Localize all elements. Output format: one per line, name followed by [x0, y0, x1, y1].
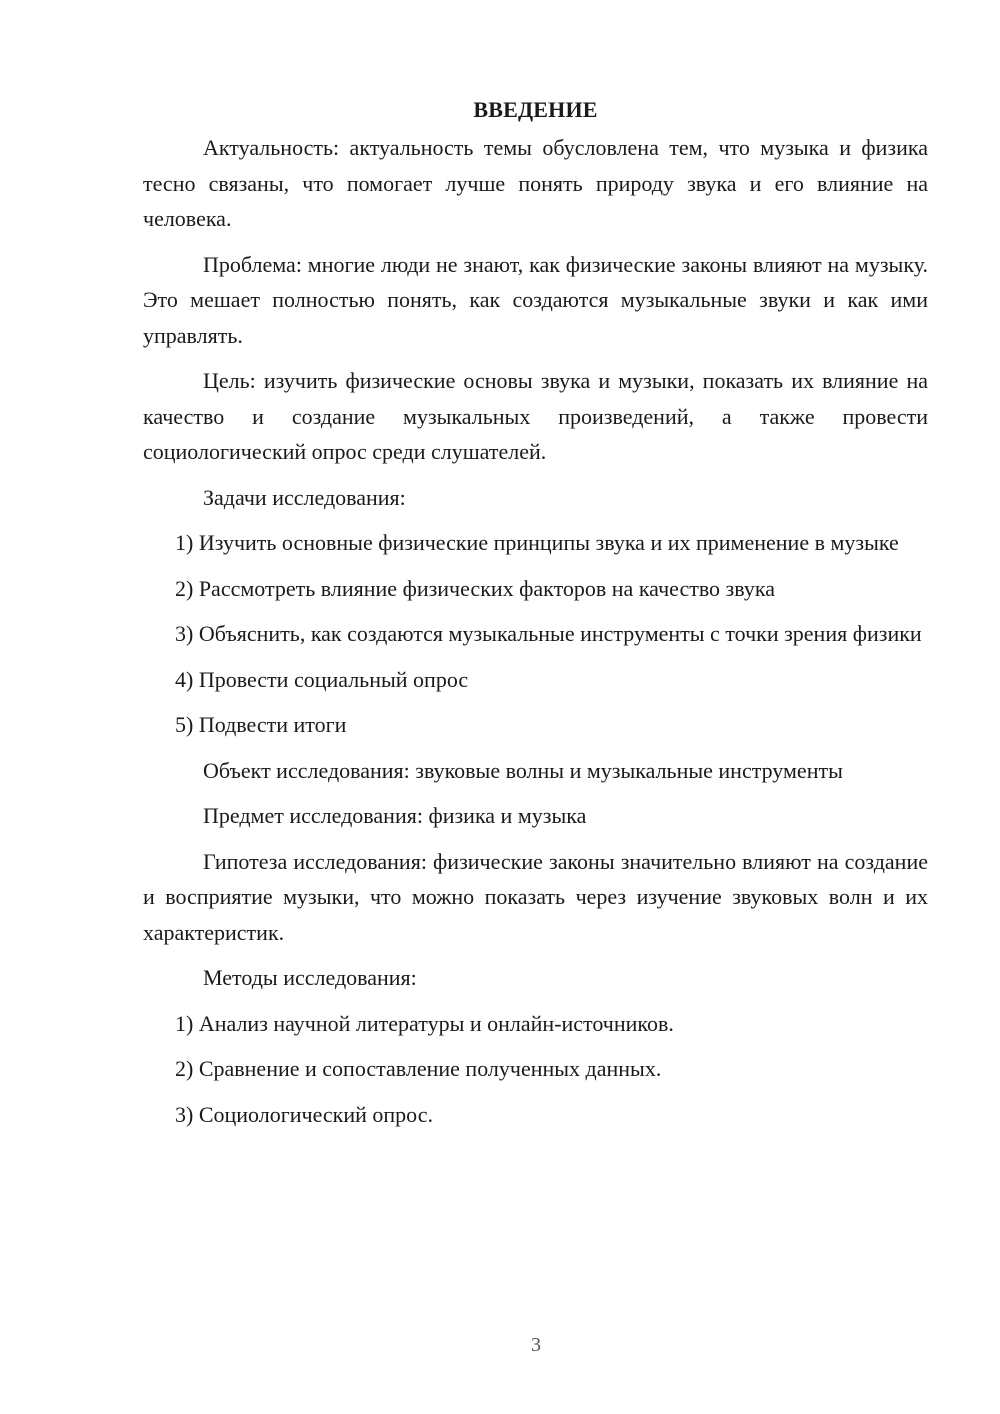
- task-item-5: 5) Подвести итоги: [175, 712, 347, 737]
- tasks-heading: Задачи исследования:: [203, 484, 406, 510]
- method-item-3: 3) Социологический опрос.: [175, 1101, 433, 1127]
- hypothesis-paragraph: Гипотеза исследования: физические законы значительно влияют на создание и восприятие музыки, что можно показать через изучение звуковых волн и их характеристик.: [143, 848, 928, 945]
- goal-paragraph: Цель: изучить физические основы звука и музыки, показать их влияние на качество и создание музыкальных произведений, а также провести социологический опрос среди слушателей.: [143, 368, 928, 464]
- problem-paragraph: Проблема: многие люди не знают, как физические законы влияют на музыку. Это мешает полностью понять, как создаются музыкальные звуки и как ими управлять.: [143, 251, 928, 348]
- task-item-1: 1) Изучить основные физические принципы звука и их применение в музыке: [175, 530, 899, 555]
- subject-paragraph: Предмет исследования: физика и музыка: [203, 803, 587, 828]
- method-item-2: 2) Сравнение и сопоставление полученных данных.: [175, 1056, 662, 1081]
- document-page: [143, 92, 928, 1142]
- method-item-1: 1) Анализ научной литературы и онлайн-источников.: [175, 1010, 674, 1036]
- task-item-3: 3) Объяснить, как создаются музыкальные инструменты с точки зрения физики: [175, 621, 922, 646]
- methods-heading: Методы исследования:: [203, 965, 417, 990]
- object-paragraph: Объект исследования: звуковые волны и музыкальные инструменты: [203, 757, 843, 783]
- task-item-4: 4) Провести социальный опрос: [175, 666, 469, 692]
- section-heading: ВВЕДЕНИЕ: [473, 97, 598, 122]
- page-number: 3: [531, 1334, 541, 1356]
- task-item-2: 2) Рассмотреть влияние физических факторов на качество звука: [175, 575, 776, 601]
- relevance-paragraph: Актуальность: актуальность темы обусловлена тем, что музыка и физика тесно связаны, что помогает лучше понять природу звука и его влияние на человека.: [143, 135, 928, 231]
